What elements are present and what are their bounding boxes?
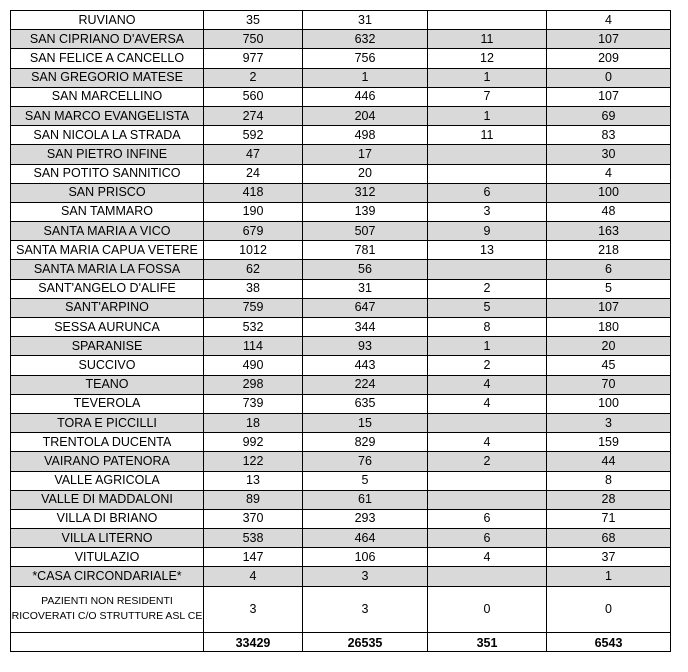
value-cell: 4 [428,433,547,452]
municipality-cell: TORA E PICCILLI [11,413,204,432]
table-row [11,298,671,317]
table-row [11,222,671,241]
value-cell [428,490,547,509]
value-cell: 1012 [204,241,303,260]
municipality-cell: PAZIENTI NON RESIDENTI RICOVERATI C/O STRUTTURE ASL CE [11,586,204,632]
value-cell: 6 [428,509,547,528]
value-cell: 592 [204,126,303,145]
table-row [11,548,671,567]
value-cell: 45 [547,356,671,375]
value-cell: 70 [547,375,671,394]
table-row [11,529,671,548]
municipality-cell: VILLA LITERNO [11,529,204,548]
value-cell: 647 [303,298,428,317]
value-cell: 490 [204,356,303,375]
value-cell: 446 [303,87,428,106]
municipality-cell: SANT'ANGELO D'ALIFE [11,279,204,298]
totals-row [11,632,671,651]
table-row [11,433,671,452]
table-row [11,11,671,30]
value-cell: 139 [303,202,428,221]
table-row [11,49,671,68]
value-cell: 204 [303,106,428,125]
value-cell: 0 [547,68,671,87]
table-row [11,356,671,375]
value-cell: 224 [303,375,428,394]
value-cell: 89 [204,490,303,509]
value-cell [428,471,547,490]
table-row [11,279,671,298]
value-cell [428,164,547,183]
value-cell: 274 [204,106,303,125]
table-row [11,452,671,471]
value-cell: 31 [303,279,428,298]
table-row [11,164,671,183]
municipality-cell: SAN POTITO SANNITICO [11,164,204,183]
value-cell: 443 [303,356,428,375]
value-cell: 344 [303,318,428,337]
table-row [11,202,671,221]
value-cell: 61 [303,490,428,509]
value-cell: 9 [428,222,547,241]
table-row [11,471,671,490]
value-cell: 312 [303,183,428,202]
value-cell: 8 [428,318,547,337]
value-cell: 532 [204,318,303,337]
value-cell: 24 [204,164,303,183]
value-cell: 781 [303,241,428,260]
value-cell: 180 [547,318,671,337]
value-cell: 4 [428,375,547,394]
value-cell: 632 [303,30,428,49]
municipality-cell: SAN NICOLA LA STRADA [11,126,204,145]
value-cell: 4 [547,164,671,183]
table-row [11,413,671,432]
table-row [11,260,671,279]
value-cell: 1 [428,337,547,356]
municipality-cell: TEVEROLA [11,394,204,413]
value-cell: 992 [204,433,303,452]
value-cell: 759 [204,298,303,317]
value-cell [428,567,547,586]
value-cell: 30 [547,145,671,164]
table-row [11,241,671,260]
value-cell: 5 [547,279,671,298]
value-cell: 1 [428,106,547,125]
value-cell: 829 [303,433,428,452]
value-cell: 11 [428,30,547,49]
value-cell: 4 [428,394,547,413]
value-cell: 4 [428,548,547,567]
value-cell: 635 [303,394,428,413]
value-cell: 4 [547,11,671,30]
value-cell: 107 [547,87,671,106]
table-row [11,490,671,509]
value-cell: 35 [204,11,303,30]
value-cell: 1 [303,68,428,87]
value-cell: 1 [547,567,671,586]
value-cell: 756 [303,49,428,68]
table-row [11,30,671,49]
value-cell: 6 [547,260,671,279]
value-cell: 76 [303,452,428,471]
value-cell: 498 [303,126,428,145]
municipality-cell: SUCCIVO [11,356,204,375]
table-row [11,87,671,106]
value-cell: 209 [547,49,671,68]
value-cell: 370 [204,509,303,528]
municipality-cell: TEANO [11,375,204,394]
municipality-cell: VAIRANO PATENORA [11,452,204,471]
table-row [11,567,671,586]
value-cell: 83 [547,126,671,145]
value-cell: 560 [204,87,303,106]
total-value-cell: 351 [428,632,547,651]
value-cell: 3 [303,567,428,586]
value-cell: 15 [303,413,428,432]
value-cell: 100 [547,394,671,413]
value-cell: 122 [204,452,303,471]
value-cell: 44 [547,452,671,471]
table-row [11,337,671,356]
value-cell: 5 [303,471,428,490]
total-value-cell: 26535 [303,632,428,651]
value-cell: 2 [204,68,303,87]
municipality-cell: TRENTOLA DUCENTA [11,433,204,452]
table-row [11,375,671,394]
total-value-cell: 33429 [204,632,303,651]
value-cell: 31 [303,11,428,30]
value-cell: 0 [547,586,671,632]
total-value-cell: 6543 [547,632,671,651]
municipality-cell: SAN FELICE A CANCELLO [11,49,204,68]
municipality-cell: SAN MARCO EVANGELISTA [11,106,204,125]
value-cell: 464 [303,529,428,548]
table-body [11,11,671,652]
value-cell: 8 [547,471,671,490]
value-cell [428,145,547,164]
value-cell: 38 [204,279,303,298]
value-cell: 100 [547,183,671,202]
municipality-cell: SAN GREGORIO MATESE [11,68,204,87]
value-cell: 17 [303,145,428,164]
value-cell: 47 [204,145,303,164]
value-cell: 93 [303,337,428,356]
value-cell: 538 [204,529,303,548]
value-cell: 114 [204,337,303,356]
municipality-cell: VALLE AGRICOLA [11,471,204,490]
value-cell: 298 [204,375,303,394]
value-cell: 28 [547,490,671,509]
value-cell: 107 [547,298,671,317]
municipality-cell: SANTA MARIA A VICO [11,222,204,241]
value-cell: 2 [428,279,547,298]
value-cell: 62 [204,260,303,279]
value-cell [428,413,547,432]
municipality-cell: *CASA CIRCONDARIALE* [11,567,204,586]
value-cell: 190 [204,202,303,221]
value-cell: 1 [428,68,547,87]
municipality-cell: SAN TAMMARO [11,202,204,221]
municipality-cell: SANT'ARPINO [11,298,204,317]
value-cell: 507 [303,222,428,241]
table-row [11,394,671,413]
value-cell: 13 [204,471,303,490]
value-cell: 6 [428,183,547,202]
value-cell: 37 [547,548,671,567]
value-cell: 18 [204,413,303,432]
value-cell: 68 [547,529,671,548]
value-cell: 293 [303,509,428,528]
municipality-cell: SPARANISE [11,337,204,356]
value-cell: 5 [428,298,547,317]
value-cell: 0 [428,586,547,632]
value-cell: 6 [428,529,547,548]
municipality-cell: VILLA DI BRIANO [11,509,204,528]
value-cell: 48 [547,202,671,221]
value-cell: 218 [547,241,671,260]
municipality-cell: SAN CIPRIANO D'AVERSA [11,30,204,49]
value-cell: 13 [428,241,547,260]
municipality-cell: SANTA MARIA CAPUA VETERE [11,241,204,260]
data-table [10,10,671,652]
value-cell: 3 [547,413,671,432]
value-cell: 750 [204,30,303,49]
value-cell: 418 [204,183,303,202]
value-cell: 11 [428,126,547,145]
value-cell: 20 [303,164,428,183]
table-row [11,183,671,202]
value-cell: 3 [428,202,547,221]
value-cell: 69 [547,106,671,125]
value-cell: 739 [204,394,303,413]
value-cell: 2 [428,356,547,375]
value-cell: 159 [547,433,671,452]
table-row [11,106,671,125]
municipality-cell: SAN PRISCO [11,183,204,202]
value-cell: 4 [204,567,303,586]
value-cell: 3 [204,586,303,632]
value-cell: 71 [547,509,671,528]
table-row [11,68,671,87]
value-cell: 679 [204,222,303,241]
value-cell: 12 [428,49,547,68]
municipality-cell: SAN PIETRO INFINE [11,145,204,164]
value-cell: 3 [303,586,428,632]
totals-label-cell [11,632,204,651]
value-cell: 163 [547,222,671,241]
value-cell: 20 [547,337,671,356]
value-cell: 106 [303,548,428,567]
table-row [11,126,671,145]
value-cell: 107 [547,30,671,49]
municipality-cell: VALLE DI MADDALONI [11,490,204,509]
table-row [11,145,671,164]
table-row [11,509,671,528]
municipality-cell: SAN MARCELLINO [11,87,204,106]
municipality-cell: SANTA MARIA LA FOSSA [11,260,204,279]
municipality-cell: SESSA AURUNCA [11,318,204,337]
value-cell: 147 [204,548,303,567]
value-cell: 2 [428,452,547,471]
municipality-cell: VITULAZIO [11,548,204,567]
value-cell: 7 [428,87,547,106]
value-cell: 977 [204,49,303,68]
table-row [11,586,671,632]
value-cell [428,11,547,30]
value-cell [428,260,547,279]
value-cell: 56 [303,260,428,279]
municipality-cell: RUVIANO [11,11,204,30]
table-row [11,318,671,337]
